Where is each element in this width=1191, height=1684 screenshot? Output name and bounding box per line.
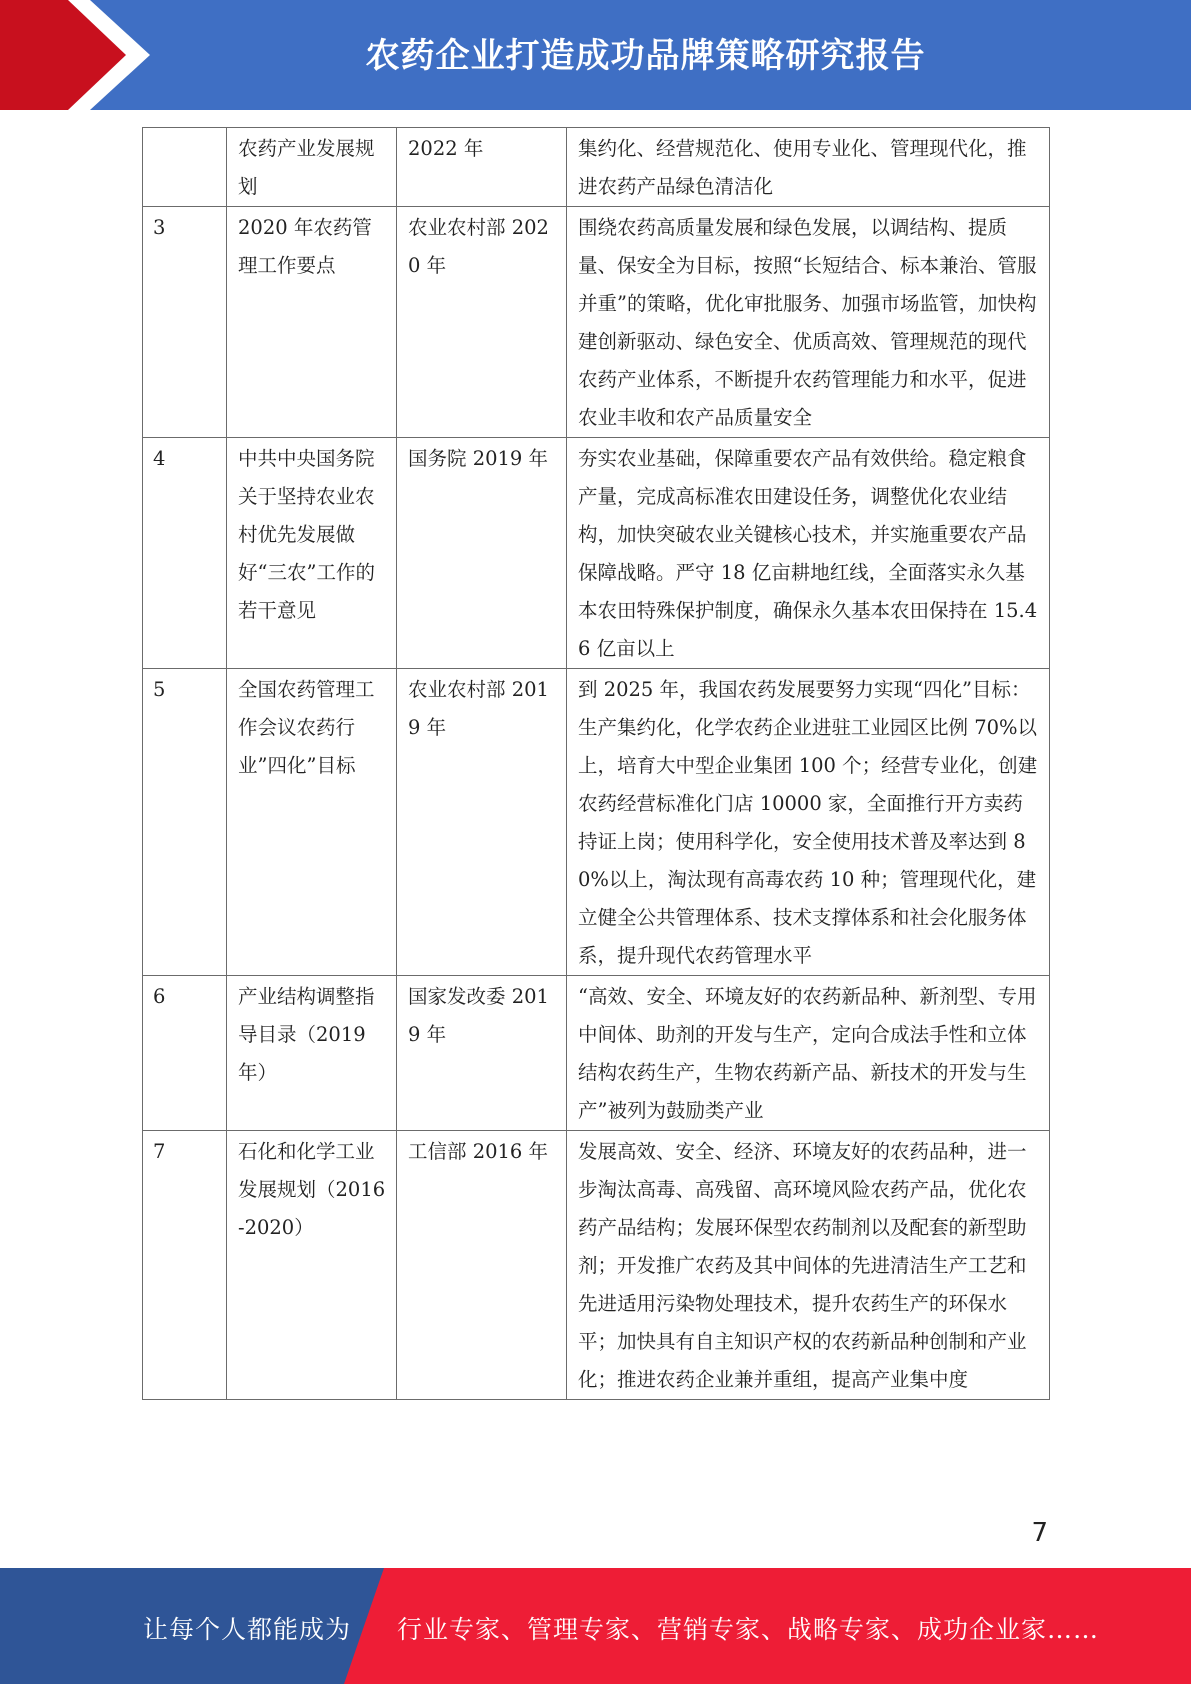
- report-title: 农药企业打造成功品牌策略研究报告: [365, 36, 926, 76]
- policy-issuer: 2022 年: [397, 128, 567, 207]
- footer-banner: [0, 1568, 1191, 1684]
- row-number: [143, 128, 227, 207]
- policy-name: 中共中央国务院关于坚持农业农村优先发展做好“三农”工作的若干意见: [227, 438, 397, 669]
- table-row: [143, 1131, 1050, 1400]
- policy-name: 农药产业发展规划: [227, 128, 397, 207]
- policy-issuer: 国家发改委 2019 年: [397, 976, 567, 1131]
- policy-issuer: 工信部 2016 年: [397, 1131, 567, 1400]
- report-header: [0, 0, 1191, 110]
- table-row: [143, 669, 1050, 976]
- policy-content: 围绕农药高质量发展和绿色发展，以调结构、提质量、保安全为目标，按照“长短结合、标本兼治、管服并重”的策略，优化审批服务、加强市场监管，加快构建创新驱动、绿色安全、优质高效、管理规范的现代农药产业体系，不断提升农药管理能力和水平，促进农业丰收和农产品质量安全: [567, 207, 1050, 438]
- row-number: 7: [143, 1131, 227, 1400]
- policy-name: 2020 年农药管理工作要点: [227, 207, 397, 438]
- policy-content: 发展高效、安全、经济、环境友好的农药品种，进一步淘汰高毒、高残留、高环境风险农药产品，优化农药产品结构；发展环保型农药制剂以及配套的新型助剂；开发推广农药及其中间体的先进清洁生产工艺和先进适用污染物处理技术，提升农药生产的环保水平；加快具有自主知识产权的农药新品种创制和产业化；推进农药企业兼并重组，提高产业集中度: [567, 1131, 1050, 1400]
- row-number: 6: [143, 976, 227, 1131]
- policy-name: 产业结构调整指导目录（2019 年）: [227, 976, 397, 1131]
- policy-name: 全国农药管理工作会议农药行业”四化”目标: [227, 669, 397, 976]
- row-number: 3: [143, 207, 227, 438]
- policy-issuer: 农业农村部 2019 年: [397, 669, 567, 976]
- policy-table: [142, 127, 1050, 1400]
- policy-content: 集约化、经营规范化、使用专业化、管理现代化，推进农药产品绿色清洁化: [567, 128, 1050, 207]
- row-number: 4: [143, 438, 227, 669]
- policy-issuer: 国务院 2019 年: [397, 438, 567, 669]
- table-row: [143, 128, 1050, 207]
- table-row: [143, 976, 1050, 1131]
- row-number: 5: [143, 669, 227, 976]
- policy-content: 到 2025 年，我国农药发展要努力实现“四化”目标：生产集约化，化学农药企业进驻工业园区比例 70%以上，培育大中型企业集团 100 个；经营专业化，创建农药经营标准化门店 10000 家，全面推行开方卖药持证上岗；使用科学化，安全使用技术普及率达到 80%以上，淘汰现有高毒农药 10 种；管理现代化，建立健全公共管理体系、技术支撑体系和社会化服务体系，提升现代农药管理水平: [567, 669, 1050, 976]
- policy-content: “高效、安全、环境友好的农药新品种、新剂型、专用中间体、助剂的开发与生产，定向合成法手性和立体结构农药生产，生物农药新产品、新技术的开发与生产”被列为鼓励类产业: [567, 976, 1050, 1131]
- policy-content: 夯实农业基础，保障重要农产品有效供给。稳定粮食产量，完成高标准农田建设任务，调整优化农业结构，加快突破农业关键核心技术，并实施重要农产品保障战略。严守 18 亿亩耕地红线，全面落实永久基本农田特殊保护制度，确保永久基本农田保持在 15.46 亿亩以上: [567, 438, 1050, 669]
- red-chevron-icon: [0, 0, 160, 110]
- table-row: [143, 207, 1050, 438]
- footer-slogan-left: 让每个人都能成为: [143, 1615, 352, 1644]
- policy-issuer: 农业农村部 2020 年: [397, 207, 567, 438]
- table-row: [143, 438, 1050, 669]
- footer-slogan-right: 行业专家、管理专家、营销专家、战略专家、成功企业家……: [397, 1615, 1100, 1644]
- page-number: 7: [1031, 1518, 1048, 1548]
- policy-name: 石化和化学工业发展规划（2016-2020）: [227, 1131, 397, 1400]
